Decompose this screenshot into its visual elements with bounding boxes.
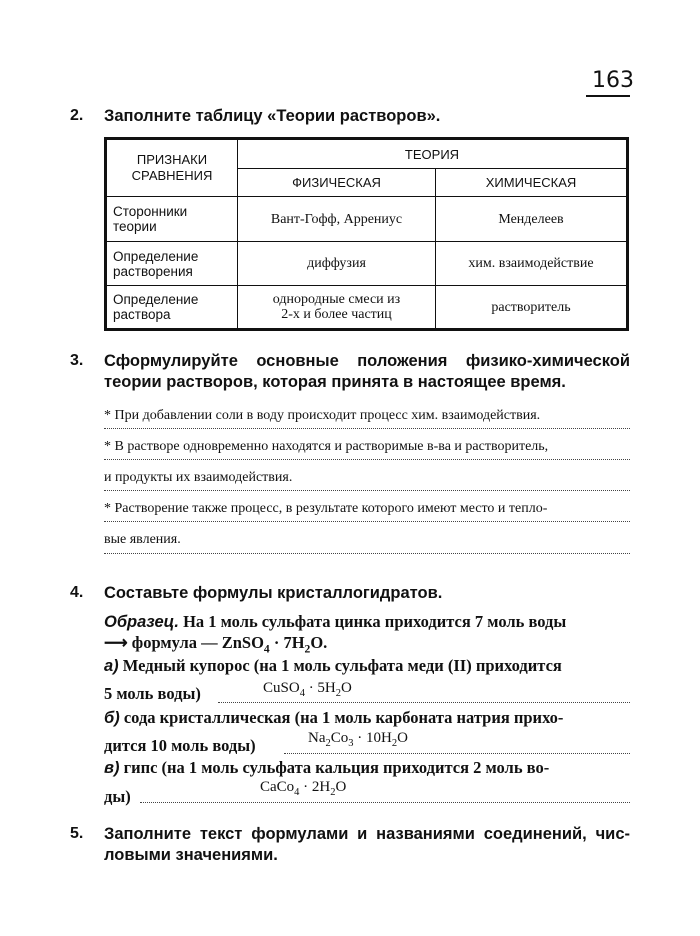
example-label: Образец.	[104, 613, 179, 631]
question-3-text: Сформулируйте основные положения физико-химической теории растворов, которая принята в настоящее время.	[104, 352, 630, 391]
answer-line: вые явления.	[104, 532, 181, 547]
theory-table	[104, 137, 629, 331]
table-row	[106, 286, 628, 330]
answer-line: * При добавлении соли в воду происходит процесс хим. взаимодействия.	[104, 408, 541, 423]
question-5-number: 5.	[70, 825, 84, 842]
answer-line: * В растворе одновременно находятся и растворимые в-ва и растворитель,	[104, 439, 549, 454]
dotted-rule	[104, 490, 630, 491]
answer-fill-line	[218, 702, 630, 703]
dotted-rule	[104, 521, 630, 522]
table-row	[106, 197, 628, 242]
item-c-line2: ды)	[104, 787, 131, 806]
formula-answer: $Na_2Co_3 \cdot 10H_2O$	[308, 730, 408, 749]
cell-chemical: Менделеев	[436, 197, 628, 242]
item-c-line1: в) гипс (на 1 моль сульфата кальция приходится 2 моль во-	[104, 758, 550, 777]
header-theory: ТЕОРИЯ	[238, 139, 628, 169]
header-criteria: ПРИЗНАКИ СРАВНЕНИЯ	[106, 139, 238, 197]
page-number-underline	[586, 95, 630, 97]
question-2-number: 2.	[70, 107, 84, 124]
table-row	[106, 242, 628, 286]
cell-chemical: растворитель	[436, 286, 628, 330]
formula-answer: CuSO$_4$ · $5H_2O$	[263, 680, 352, 699]
item-b-line2: дится 10 моль воды)	[104, 736, 256, 755]
question-4-title: Составьте формулы кристаллогидратов.	[104, 584, 443, 602]
answer-fill-line	[284, 753, 630, 754]
cell-physical: однородные смеси из 2-х и более частиц	[238, 286, 436, 330]
example-line: Образец. На 1 моль сульфата цинка приходится 7 моль воды	[104, 612, 567, 631]
answer-line: * Растворение также процесс, в результате которого имеют место и тепло-	[104, 501, 548, 516]
answer-fill-line	[140, 802, 630, 803]
question-5-text: Заполните текст формулами и названиями соединений, чис- ловыми значениями.	[104, 825, 630, 864]
question-4-number: 4.	[70, 584, 84, 601]
formula-answer: CaCo$_4$ · $2H_2O$	[260, 779, 347, 798]
item-b-line1: б) сода кристаллическая (на 1 моль карбоната натрия прихо-	[104, 708, 564, 727]
page-number: 163	[592, 68, 634, 93]
cell-physical: диффузия	[238, 242, 436, 286]
example-formula-line: ⟶ формула — ZnSO$_4$ · $7H_2O$.	[104, 633, 328, 656]
cell-physical: Вант-Гофф, Аррениус	[238, 197, 436, 242]
row-label: Сторонники теории	[106, 197, 238, 242]
question-2-text: Заполните таблицу «Теории растворов».	[104, 107, 441, 125]
question-3-number: 3.	[70, 352, 84, 369]
item-a-line1: а) Медный купорос (на 1 моль сульфата меди (II) приходится	[104, 656, 562, 675]
row-label: Определение раствора	[106, 286, 238, 330]
cell-chemical: хим. взаимодействие	[436, 242, 628, 286]
dotted-rule	[104, 553, 630, 554]
answer-line: и продукты их взаимодействия.	[104, 470, 293, 485]
item-a-line2: 5 моль воды)	[104, 684, 201, 703]
header-chemical: ХИМИЧЕСКАЯ	[436, 169, 628, 197]
row-label: Определение растворения	[106, 242, 238, 286]
dotted-rule	[104, 428, 630, 429]
dotted-rule	[104, 459, 630, 460]
header-physical: ФИЗИЧЕСКАЯ	[238, 169, 436, 197]
